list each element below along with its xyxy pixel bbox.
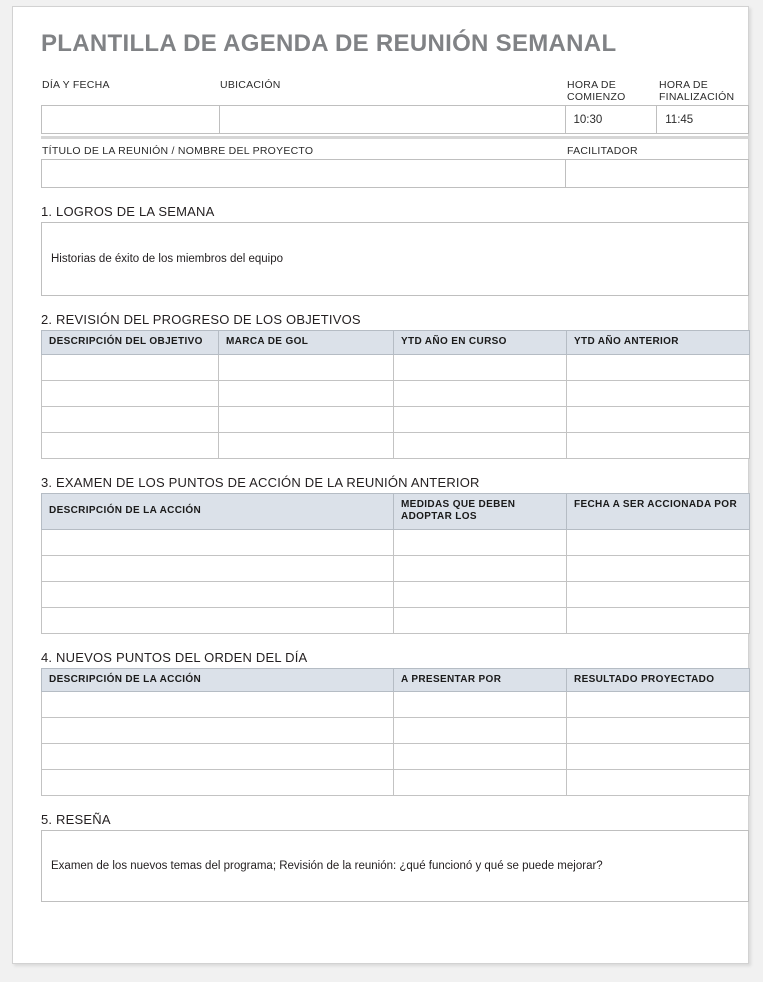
cell-action-description[interactable]	[42, 529, 394, 555]
column-header-goal-description: DESCRIPCIÓN DEL OBJETIVO	[42, 331, 219, 355]
column-header-action-date-by: FECHA A SER ACCIONADA POR	[567, 493, 750, 529]
column-header-goal-mark: MARCA DE GOL	[219, 331, 394, 355]
column-header-ytd-previous: YTD AÑO ANTERIOR	[567, 331, 750, 355]
section-heading-1: 1. LOGROS DE LA SEMANA	[41, 204, 215, 220]
cell-action-description[interactable]	[42, 718, 394, 744]
cell-action-description[interactable]	[42, 581, 394, 607]
cell-action-date[interactable]	[567, 529, 750, 555]
cell-action-date[interactable]	[567, 581, 750, 607]
table-row	[42, 529, 750, 555]
table-row	[42, 555, 750, 581]
table-row	[42, 581, 750, 607]
section-heading-2: 2. REVISIÓN DEL PROGRESO DE LOS OBJETIVOS	[41, 312, 361, 328]
section-heading-3: 3. EXAMEN DE LOS PUNTOS DE ACCIÓN DE LA REUNIÓN ANTERIOR	[41, 474, 480, 490]
cell-measures[interactable]	[394, 607, 567, 633]
cell-goal-mark[interactable]	[219, 432, 394, 458]
table-row	[42, 354, 750, 380]
form-divider-rule	[41, 136, 749, 139]
cell-action-date[interactable]	[567, 555, 750, 581]
facilitator-field[interactable]	[566, 160, 749, 187]
project-info-fields-row	[41, 159, 749, 188]
cell-goal-mark[interactable]	[219, 406, 394, 432]
section-heading-4: 4. NUEVOS PUNTOS DEL ORDEN DEL DÍA	[41, 649, 308, 665]
review-field[interactable]: Examen de los nuevos temas del programa; Revisión de la reunión: ¿qué funcionó y qué se puede mejorar?	[41, 830, 749, 902]
cell-action-description[interactable]	[42, 770, 394, 796]
label-facilitator: FACILITADOR	[567, 145, 638, 158]
cell-ytd-previous[interactable]	[567, 354, 750, 380]
label-location: UBICACIÓN	[220, 79, 281, 92]
cell-action-description[interactable]	[42, 607, 394, 633]
table-row	[42, 406, 750, 432]
column-header-action-description: DESCRIPCIÓN DE LA ACCIÓN	[42, 668, 394, 692]
project-info-labels-row	[41, 145, 749, 159]
table-row	[42, 692, 750, 718]
table-row	[42, 770, 750, 796]
cell-action-description[interactable]	[42, 555, 394, 581]
cell-presented-by[interactable]	[394, 692, 567, 718]
new-agenda-items-table	[41, 668, 750, 797]
day-date-field[interactable]	[42, 106, 220, 133]
meeting-info-block	[41, 79, 749, 139]
label-day-date: DÍA Y FECHA	[42, 79, 110, 92]
meeting-info-fields-row	[41, 105, 749, 134]
cell-projected-result[interactable]	[567, 718, 750, 744]
cell-ytd-previous[interactable]	[567, 406, 750, 432]
page-title: PLANTILLA DE AGENDA DE REUNIÓN SEMANAL	[41, 30, 617, 57]
cell-goal-description[interactable]	[42, 380, 219, 406]
meeting-title-field[interactable]	[42, 160, 566, 187]
cell-measures[interactable]	[394, 581, 567, 607]
location-field[interactable]	[220, 106, 566, 133]
cell-goal-mark[interactable]	[219, 354, 394, 380]
cell-ytd-previous[interactable]	[567, 432, 750, 458]
cell-goal-description[interactable]	[42, 432, 219, 458]
project-info-block	[41, 145, 749, 188]
column-header-action-description: DESCRIPCIÓN DE LA ACCIÓN	[42, 493, 394, 529]
cell-ytd-current[interactable]	[394, 354, 567, 380]
table-row	[42, 744, 750, 770]
table-header-row	[42, 668, 750, 692]
goals-progress-table	[41, 330, 750, 459]
meeting-info-labels-row	[41, 79, 749, 105]
table-header-row	[42, 493, 750, 529]
cell-presented-by[interactable]	[394, 744, 567, 770]
cell-projected-result[interactable]	[567, 770, 750, 796]
cell-goal-mark[interactable]	[219, 380, 394, 406]
cell-action-date[interactable]	[567, 607, 750, 633]
cell-ytd-current[interactable]	[394, 406, 567, 432]
cell-projected-result[interactable]	[567, 692, 750, 718]
cell-ytd-current[interactable]	[394, 380, 567, 406]
column-header-ytd-current: YTD AÑO EN CURSO	[394, 331, 567, 355]
cell-presented-by[interactable]	[394, 718, 567, 744]
label-end-time: HORA DE FINALIZACIÓN	[659, 79, 735, 104]
weekly-accomplishments-field[interactable]: Historias de éxito de los miembros del equipo	[41, 222, 749, 296]
cell-goal-description[interactable]	[42, 354, 219, 380]
cell-ytd-current[interactable]	[394, 432, 567, 458]
table-header-row	[42, 331, 750, 355]
table-row	[42, 718, 750, 744]
cell-projected-result[interactable]	[567, 744, 750, 770]
column-header-projected-result: RESULTADO PROYECTADO	[567, 668, 750, 692]
page-content	[13, 7, 748, 963]
column-header-presented-by: A PRESENTAR POR	[394, 668, 567, 692]
previous-action-items-table	[41, 493, 750, 634]
cell-action-description[interactable]	[42, 692, 394, 718]
document-page	[12, 6, 749, 964]
cell-measures[interactable]	[394, 555, 567, 581]
cell-ytd-previous[interactable]	[567, 380, 750, 406]
cell-presented-by[interactable]	[394, 770, 567, 796]
table-row	[42, 380, 750, 406]
cell-measures[interactable]	[394, 529, 567, 555]
column-header-measures-to-adopt: MEDIDAS QUE DEBEN ADOPTAR LOS	[394, 493, 567, 529]
label-start-time: HORA DE COMIENZO	[567, 79, 626, 104]
end-time-field[interactable]: 11:45	[665, 113, 694, 126]
section-heading-5: 5. RESEÑA	[41, 812, 111, 828]
label-meeting-title: TÍTULO DE LA REUNIÓN / NOMBRE DEL PROYECTO	[42, 145, 314, 158]
table-row	[42, 607, 750, 633]
cell-goal-description[interactable]	[42, 406, 219, 432]
start-time-field[interactable]: 10:30	[566, 106, 658, 133]
table-row	[42, 432, 750, 458]
cell-action-description[interactable]	[42, 744, 394, 770]
